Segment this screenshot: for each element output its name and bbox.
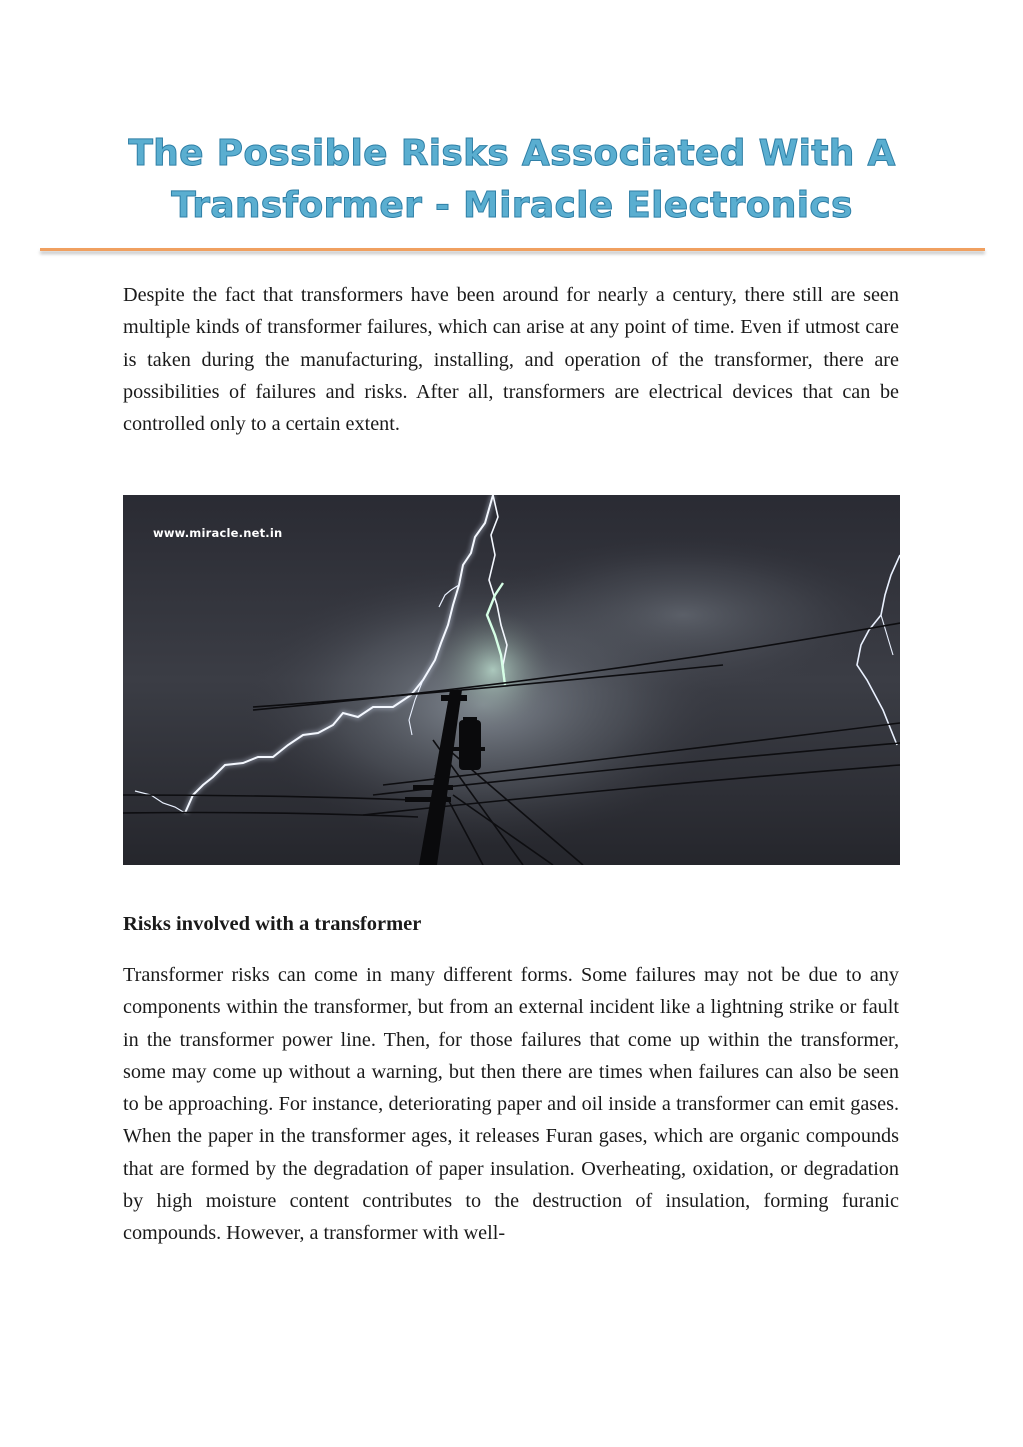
cloud-glow-right [483, 535, 883, 695]
section-paragraph: Transformer risks can come in many different forms. Some failures may not be due to any components within the transformer, but from an external incident like a lightning strike or fault in the transformer power line. Then, for those failures that come up within the transformer, some may come up without a warning, but then there are times when failures can also be seen to be approaching. For instance, deteriorating paper and oil inside a transformer can emit gases. When the paper in the transformer ages, it releases Furan gases, which are organic compounds that are formed by the degradation of paper insulation. Overheating, oxidation, or degradation by high moisture content contributes to the destruction of insulation, forming furanic compounds. However, a transformer with well- [123, 964, 899, 1245]
photo-watermark: www.miracle.net.in [153, 526, 283, 540]
title-line-1: The Possible Risks Associated With A [128, 133, 896, 174]
transformer-can [459, 720, 481, 770]
section-heading: Risks involved with a transformer [123, 913, 422, 935]
title-line-2: Transformer - Miracle Electronics [171, 185, 853, 226]
intro-paragraph: Despite the fact that transformers have been around for nearly a century, there still are seen multiple kinds of transformer failures, which can arise at any point of time. Even if utmost care is taken during the manufacturing, installing, and operation of the transformer, there are possibilities of failures and risks. After all, transformers are electrical devices that can be controlled only to a certain extent. [123, 284, 899, 436]
title-divider [40, 248, 985, 251]
lightning-photo [123, 495, 900, 865]
lightning-photo-illustration [123, 495, 900, 865]
document-title [40, 128, 984, 232]
